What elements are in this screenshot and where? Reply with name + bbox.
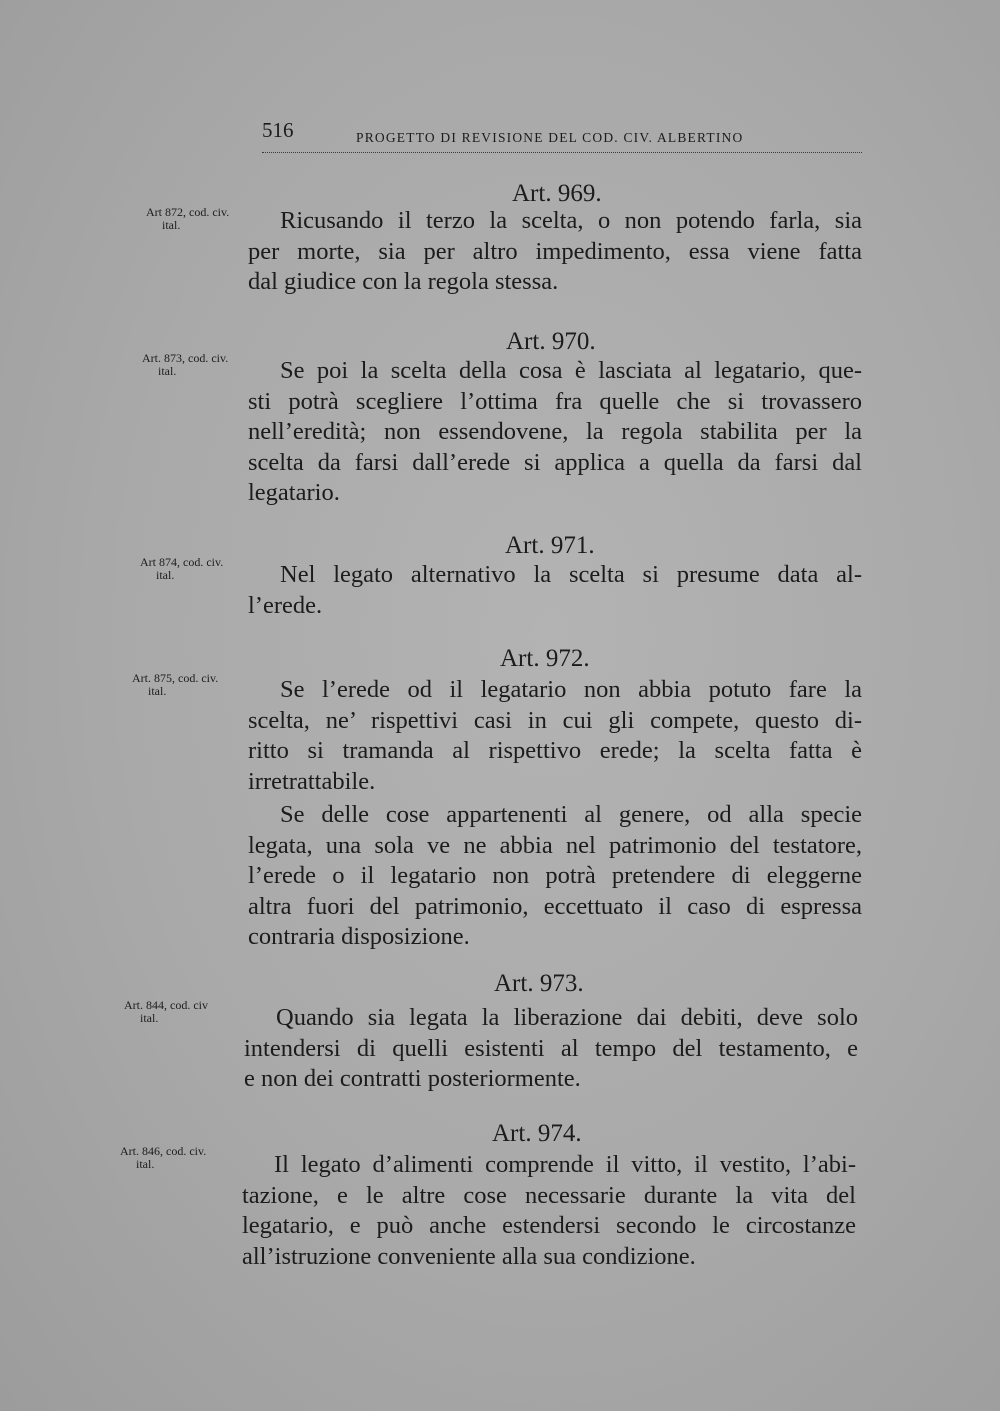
margin-reference: Art. 846, cod. civ. ital.: [120, 1144, 207, 1171]
running-title: PROGETTO DI REVISIONE DEL COD. CIV. ALBERTINO: [356, 130, 744, 145]
article-heading: Art. 969.: [512, 180, 602, 207]
margin-reference: Art. 844, cod. civ ital.: [124, 998, 208, 1025]
page-header: [262, 118, 862, 153]
article-heading: Art. 973.: [494, 970, 584, 997]
article-paragraph: Quando sia legata la liberazione dai debiti, deve solo intendersi di quelli esistenti al tempo del testamento, e e non dei contratti posteriormente.: [244, 1004, 858, 1092]
article-heading: Art. 972.: [500, 645, 590, 672]
article-heading: Art. 974.: [492, 1120, 582, 1147]
page-number: 516: [262, 118, 294, 142]
article-paragraph: Se l’erede od il legatario non abbia potuto fare la scelta, ne’ rispettivi casi in cui gli compete, questo di- ritto si tramanda al rispettivo erede; la scelta fatta è irretrattabile.: [248, 676, 862, 795]
article-paragraph: Se delle cose appartenenti al genere, od alla specie legata, una sola ve ne abbia nel patrimonio del testatore, l’erede o il legatario non potrà pretendere di eleggerne altra fuori del patrimonio, eccettuato il caso di espressa contraria disposizione.: [248, 801, 862, 950]
margin-reference: Art. 873, cod. civ. ital.: [142, 351, 229, 378]
article-paragraph: Il legato d’alimenti comprende il vitto, il vestito, l’abi- tazione, e le altre cose necessarie durante la vita del legatario, e può anche estendersi secondo le circostanze all’istruzione conveniente alla sua condizione.: [242, 1151, 856, 1270]
article-heading: Art. 971.: [505, 532, 595, 559]
article-paragraph: Nel legato alternativo la scelta si presume data al- l’erede.: [248, 561, 862, 619]
margin-reference: Art 872, cod. civ. ital.: [146, 205, 230, 232]
article-paragraph: Se poi la scelta della cosa è lasciata al legatario, que- sti potrà scegliere l’ottima fra quelle che si trovassero nell’eredità; non essendovene, la regola stabilita per la scelta da farsi dall’erede si applica a quella da farsi dal legatario.: [248, 357, 862, 506]
article-paragraph: Ricusando il terzo la scelta, o non potendo farla, sia per morte, sia per altro impedimento, essa viene fatta dal giudice con la regola stessa.: [248, 207, 862, 295]
article-heading: Art. 970.: [506, 328, 596, 355]
margin-reference: Art. 875, cod. civ. ital.: [132, 671, 219, 698]
margin-reference: Art 874, cod. civ. ital.: [140, 555, 224, 582]
